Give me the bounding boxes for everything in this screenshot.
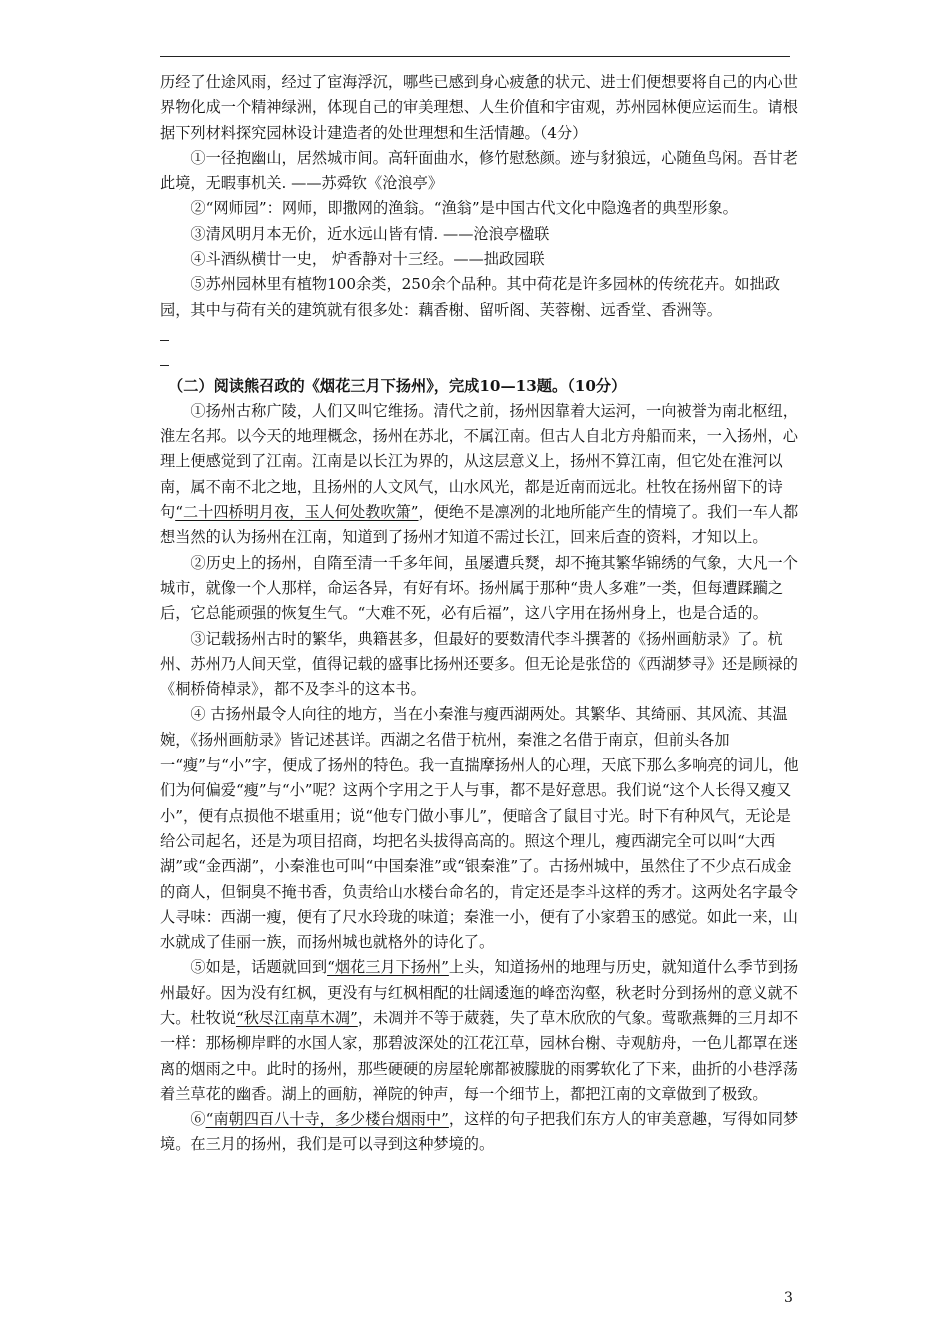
p5-text-c: ，未凋并不等于葳蕤，失了草木欣欣的气象。莺歌燕舞的三月却不一样：那杨柳岸畔的水国人家，那碧波深处的江花江草，园林台榭、寺观舫舟，一色儿都罩在迷离的烟雨之中。此时的扬州，那些硬硬的房屋轮廓都被朦胧的雨雾软化了下来，曲折的小巷浮荡着兰草花的幽香。湖上的画舫，禅院的钟声，每一个细节上，都把江南的文章做到了极致。 xyxy=(160,1008,799,1103)
p5-quote-1: “烟花三月下扬州” xyxy=(327,958,449,977)
p1-quote: “二十四桥明月夜，玉人何处教吹箫” xyxy=(175,503,419,522)
answer-line-1 xyxy=(160,323,800,348)
answer-line-2 xyxy=(160,348,800,373)
material-4: ④斗酒纵横廿一史， 炉香静对十三经。——拙政园联 xyxy=(190,250,545,269)
material-5: ⑤苏州园林里有植物100余类，250余个品种。其中荷花是许多园林的传统花卉。如拙政园，其中与荷有关的建筑就有很多处：藕香榭、留听阁、芙蓉榭、远香堂、香洲等。 xyxy=(160,275,780,319)
document-body xyxy=(160,70,800,1158)
p6-quote: “南朝四百八十寺，多少楼台烟雨中” xyxy=(205,1110,449,1129)
p5-text-a: ⑤如是，话题就回到 xyxy=(190,958,328,977)
p1-text-a: ①扬州古称广陵，人们又叫它维扬。清代之前，扬州因靠着大运河，一向被誉为南北枢纽，淮左名邦。以今天的地理概念，扬州在苏北，不属江南。但古人自北方舟船而来，一入扬州，心理上便感觉到了江南。江南是以长江为界的，从这层意义上，扬州不算江南，但它处在淮河以南，属不南不北之地，且扬州的人文风气，山水风光，都是近南而远北。杜牧在扬州留下的诗句 xyxy=(160,401,798,522)
intro-paragraph: 历经了仕途风雨，经过了宦海浮沉，哪些已感到身心疲惫的状元、进士们便想要将自己的内心世界物化成一个精神绿洲，体现自己的审美理想、人生价值和宇宙观，苏州园林便应运而生。请根据下列材料探究园林设计建造者的处世理想和生活情趣。（4分） xyxy=(160,73,798,142)
material-1: ①一径抱幽山，居然城市间。高轩面曲水，修竹慰愁颜。迹与豺狼远，心随鱼鸟闲。吾甘老此境，无暇事机关. ——苏舜钦《沧浪亭》 xyxy=(160,148,798,193)
material-2: ②“网师园”：网师，即撒网的渔翁。“渔翁”是中国古代文化中隐逸者的典型形象。 xyxy=(190,199,738,218)
p6-text-b: ，这样的句子把我们东方人的审美意趣，写得如同梦境。在三月的扬州，我们是可以寻到这种梦境的。 xyxy=(160,1110,799,1154)
p6-text-a: ⑥ xyxy=(190,1110,206,1129)
p5-text-b: 上头，知道扬州的地理与历史，就知道什么季节到扬州最好。因为没有红枫，更没有与红枫相配的壮阔逶迤的峰峦沟壑，秋老时分到扬州的意义就不大。杜牧说 xyxy=(160,958,799,1027)
p1-text-b: ，便绝不是凛冽的北地所能产生的情境了。我们一车人都想当然的认为扬州在江南，知道到了扬州才知道不需过长江，回来后查的资料，才知以上。 xyxy=(160,503,799,547)
essay-paragraph-2: ②历史上的扬州，自隋至清一千多年间，虽屡遭兵燹，却不掩其繁华锦绣的气象，大凡一个城市，就像一个人那样，命运各异，有好有坏。扬州属于那种“贵人多难”一类，但每遭蹂躏之后，它总能顽强的恢复生气。“大难不死，必有后福”，这八字用在扬州身上，也是合适的。 xyxy=(160,553,798,623)
material-3: ③清风明月本无价，近水远山皆有情. ——沧浪亭楹联 xyxy=(190,224,550,243)
header-rule xyxy=(160,56,790,57)
page-number: 3 xyxy=(784,1290,793,1306)
essay-paragraph-5 xyxy=(160,955,800,1107)
section-heading: （二）阅读熊召政的《烟花三月下扬州》，完成10—13题。（10分） xyxy=(168,376,627,395)
p5-quote-2: “秋尽江南草木凋” xyxy=(235,1008,358,1027)
essay-paragraph-6 xyxy=(160,1107,800,1158)
essay-paragraph-3: ③记载扬州古时的繁华，典籍甚多，但最好的要数清代李斗撰著的《扬州画舫录》了。杭州、苏州乃人间天堂，值得记载的盛事比扬州还要多。但无论是张岱的《西湖梦寻》还是顾禄的《桐桥倚棹录》，都不及李斗的这本书。 xyxy=(160,629,798,699)
essay-paragraph-4: ④ 古扬州最令人向往的地方，当在小秦淮与瘦西湖两处。其繁华、其绮丽、其风流、其温婉，《扬州画舫录》皆记述甚详。西湖之名借于杭州，秦淮之名借于南京，但前头各加一“瘦”与“小”字，便成了扬州的特色。我一直揣摩扬州人的心理，天底下那么多响亮的词儿，他们为何偏爱“瘦”与“小”呢？这两个字用之于人与事，都不是好意思。我们说“这个人长得又瘦又小”，便有点损他不堪重用；说“他专门做小事儿”，便暗含了鼠目寸光。时下有种风气，无论是给公司起名，还是为项目招商，均把名头拔得高高的。照这个理儿，瘦西湖完全可以叫“大西湖”或“金西湖”，小秦淮也可叫“中国秦淮”或“银秦淮”了。古扬州城中，虽然住了不少点石成金的商人，但铜臭不掩书香，负责给山水楼台命名的，肯定还是李斗这样的秀才。这两处名字最令人寻味：西湖一瘦，便有了尺水玲珑的味道；秦淮一小，便有了小家碧玉的感觉。如此一来，山水就成了佳丽一族，而扬州城也就格外的诗化了。 xyxy=(160,705,799,952)
essay-paragraph-1 xyxy=(160,399,800,551)
